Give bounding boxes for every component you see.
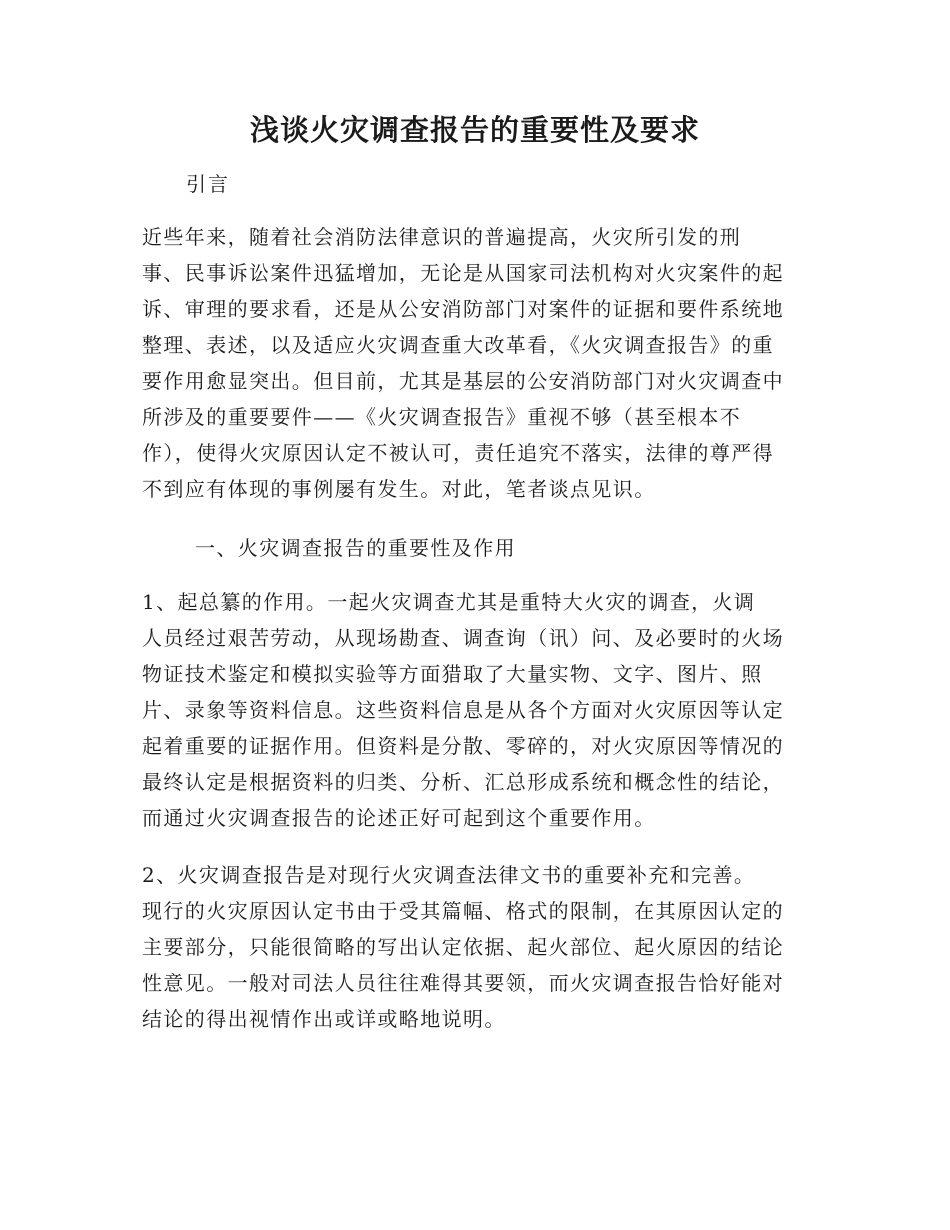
paragraph-line: 1、起总纂的作用。一起火灾调查尤其是重特大火灾的调查，火调 [142, 590, 756, 614]
paragraph-point-2 [142, 857, 822, 1037]
section-heading: 一、火灾调查报告的重要性及作用 [195, 536, 516, 560]
paragraph-line: 诉、审理的要求看，还是从公安消防部门对案件的证据和要件系统地 [142, 297, 784, 321]
paragraph-line: 作），使得火灾原因认定不被认可，责任追究不落实，法律的尊严得 [142, 441, 774, 465]
paragraph-line: 现行的火灾原因认定书由于受其篇幅、格式的限制，在其原因认定的 [142, 899, 784, 923]
paragraph-line: 所涉及的重要要件——《火灾调查报告》重视不够（甚至根本不 [142, 405, 742, 429]
paragraph-line: 事、民事诉讼案件迅猛增加，无论是从国家司法机构对火灾案件的起 [142, 261, 784, 285]
paragraph-line: 人员经过艰苦劳动，从现场勘查、调查询（讯）问、及必要时的火场 [142, 626, 784, 650]
paragraph-line: 2、火灾调查报告是对现行火灾调查法律文书的重要补充和完善。 [142, 863, 756, 887]
paragraph-intro [142, 219, 822, 507]
intro-heading: 引言 [186, 172, 230, 196]
paragraph-line: 要作用愈显突出。但目前，尤其是基层的公安消防部门对火灾调查中 [142, 369, 784, 393]
paragraph-line: 性意见。一般对司法人员往往难得其要领，而火灾调查报告恰好能对 [142, 971, 784, 995]
document-title: 浅谈火灾调查报告的重要性及要求 [249, 113, 700, 147]
paragraph-line: 结论的得出视情作出或详或略地说明。 [142, 1007, 506, 1031]
paragraph-line: 主要部分，只能很简略的写出认定依据、起火部位、起火原因的结论 [142, 935, 784, 959]
paragraph-line: 整理、表述，以及适应火灾调查重大改革看，《火灾调查报告》的重 [142, 333, 774, 357]
paragraph-point-1 [142, 584, 822, 836]
paragraph-line: 片、录象等资料信息。这些资料信息是从各个方面对火灾原因等认定 [142, 698, 784, 722]
paragraph-line: 近些年来，随着社会消防法律意识的普遍提高，火灾所引发的刑 [142, 225, 742, 249]
paragraph-line: 物证技术鉴定和模拟实验等方面猎取了大量实物、文字、图片、照 [142, 662, 763, 686]
paragraph-line: 最终认定是根据资料的归类、分析、汇总形成系统和概念性的结论， [142, 770, 784, 794]
paragraph-line: 不到应有体现的事例屡有发生。对此，笔者谈点见识。 [142, 477, 656, 501]
paragraph-line: 而通过火灾调查报告的论述正好可起到这个重要作用。 [142, 806, 656, 830]
paragraph-line: 起着重要的证据作用。但资料是分散、零碎的，对火灾原因等情况的 [142, 734, 784, 758]
